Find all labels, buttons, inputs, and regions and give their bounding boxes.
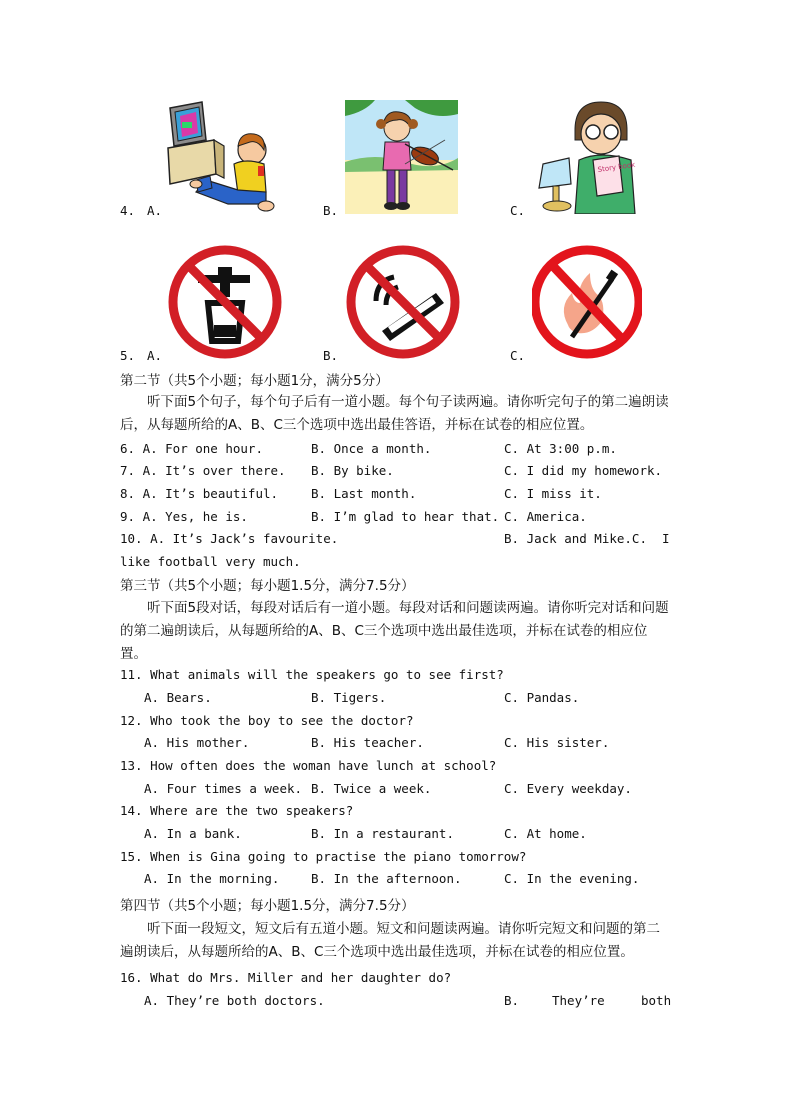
book-title: Story book bbox=[597, 160, 636, 174]
q15-option-c: C. In the evening. bbox=[504, 871, 640, 886]
girl-playing-violin-icon bbox=[345, 100, 458, 214]
q9-option-c: C. America. bbox=[504, 509, 587, 524]
q11-option-c: C. Pandas. bbox=[504, 690, 580, 705]
q16-option-b-word1: They’re bbox=[552, 993, 605, 1008]
q14-option-a: A. In a bank. bbox=[144, 826, 242, 841]
q7-option-a: 7. A. It’s over there. bbox=[120, 463, 286, 478]
q4-option-a-label: A. bbox=[147, 203, 163, 218]
q4-number: 4. bbox=[120, 203, 136, 218]
q12-question: 12. Who took the boy to see the doctor? bbox=[120, 713, 414, 728]
q16-option-b-label: B. bbox=[504, 993, 520, 1008]
q13-option-a: A. Four times a week. bbox=[144, 781, 303, 796]
q12-option-b: B. His teacher. bbox=[311, 735, 424, 750]
q16-option-b-word2: both bbox=[641, 993, 672, 1008]
q4-option-b-label: B. bbox=[323, 203, 339, 218]
q13-option-c: C. Every weekday. bbox=[504, 781, 632, 796]
man-reading-book-icon bbox=[535, 100, 639, 214]
q5-option-a-label: A. bbox=[147, 348, 163, 363]
q13-question: 13. How often does the woman have lunch at school? bbox=[120, 758, 497, 773]
no-smoking-sign-icon bbox=[346, 245, 460, 359]
q12-option-a: A. His mother. bbox=[144, 735, 250, 750]
q10-option-a: 10. A. It’s Jack’s favourite. bbox=[120, 531, 339, 546]
q8-option-c: C. I miss it. bbox=[504, 486, 602, 501]
section4-instruction: 听下面一段短文，短文后有五道小题。短文和问题读两遍。请你听完短文和问题的第二遍朗读后，从每题所给的A、B、C三个选项中选出最佳选项，并标在试卷的相应位置。 bbox=[120, 921, 660, 960]
section3-instruction: 听下面5段对话，每段对话后有一道小题。每段对话和问题读两遍。请你听完对话和问题的第二遍朗读后，从每题所给的A、B、C三个选项中选出最佳选项，并标在试卷的相应位置。 bbox=[120, 600, 669, 662]
q14-option-b: B. In a restaurant. bbox=[311, 826, 454, 841]
q10-option-c-start: I bbox=[662, 531, 670, 546]
q11-option-a: A. Bears. bbox=[144, 690, 212, 705]
q5-option-b-label: B. bbox=[323, 348, 339, 363]
q6-option-a: 6. A. For one hour. bbox=[120, 441, 263, 456]
no-fire-sign-icon bbox=[532, 245, 642, 359]
q13-option-b: B. Twice a week. bbox=[311, 781, 432, 796]
q6-option-c: C. At 3:00 p.m. bbox=[504, 441, 617, 456]
q11-question: 11. What animals will the speakers go to see first? bbox=[120, 667, 504, 682]
q8-option-b: B. Last month. bbox=[311, 486, 417, 501]
q10-option-c-cont: like football very much. bbox=[120, 554, 301, 569]
q12-option-c: C. His sister. bbox=[504, 735, 610, 750]
q7-option-b: B. By bike. bbox=[311, 463, 394, 478]
q16-question: 16. What do Mrs. Miller and her daughter do? bbox=[120, 970, 452, 985]
section3-heading: 第三节（共5个小题；每小题1.5分，满分7.5分） bbox=[120, 578, 415, 594]
q11-option-b: B. Tigers. bbox=[311, 690, 387, 705]
q5-number: 5. bbox=[120, 348, 136, 363]
q7-option-c: C. I did my homework. bbox=[504, 463, 663, 478]
section2-instruction: 听下面5个句子，每个句子后有一道小题。每个句子读两遍。请你听完句子的第二遍朗读后，从每题所给的A、B、C三个选项中选出最佳答语，并标在试卷的相应位置。 bbox=[120, 394, 669, 433]
q4-option-c-label: C. bbox=[510, 203, 526, 218]
boy-watching-tv-icon bbox=[166, 100, 278, 214]
q15-option-a: A. In the morning. bbox=[144, 871, 280, 886]
q9-option-b: B. I’m glad to hear that. bbox=[311, 509, 500, 524]
q8-option-a: 8. A. It’s beautiful. bbox=[120, 486, 279, 501]
q15-question: 15. When is Gina going to practise the piano tomorrow? bbox=[120, 849, 527, 864]
q16-option-a: A. They’re both doctors. bbox=[144, 993, 325, 1008]
section2-heading: 第二节（共5个小题；每小题1分，满分5分） bbox=[120, 373, 389, 389]
no-drinking-water-sign-icon bbox=[168, 245, 282, 359]
q15-option-b: B. In the afternoon. bbox=[311, 871, 462, 886]
q14-option-c: C. At home. bbox=[504, 826, 587, 841]
q9-option-a: 9. A. Yes, he is. bbox=[120, 509, 248, 524]
section4-heading: 第四节（共5个小题；每小题1.5分，满分7.5分） bbox=[120, 898, 415, 914]
q10-option-b: B. Jack and Mike.C. bbox=[504, 531, 647, 546]
q14-question: 14. Where are the two speakers? bbox=[120, 803, 354, 818]
q6-option-b: B. Once a month. bbox=[311, 441, 432, 456]
q5-option-c-label: C. bbox=[510, 348, 526, 363]
